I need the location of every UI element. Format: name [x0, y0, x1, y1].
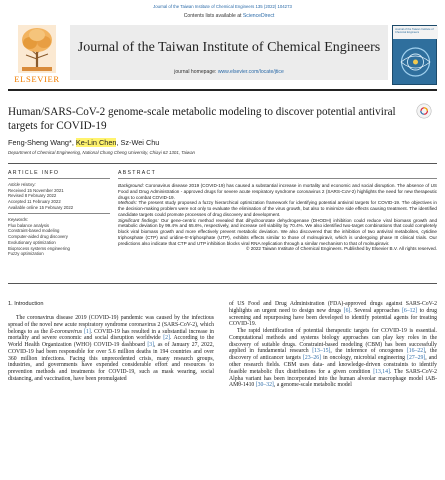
- contents-line: [70, 13, 388, 19]
- citation-link[interactable]: [30–32]: [255, 382, 274, 389]
- abstract-label: Significant findings:: [118, 217, 159, 223]
- history-item: Accepted 11 February 2022: [8, 199, 61, 205]
- text-run-italic: ß-coronavirus: [49, 328, 83, 335]
- text-run: , a genome-scale metabolic model: [273, 382, 352, 389]
- journal-title-box: [70, 25, 388, 80]
- abstract-text: Coronavirus disease 2019 (COVID-19) has caused a substantial increase in mortality and economic and social disruption. The absence of US Food and Drug Administration - approved drugs for severe acute respiratory syndrome coronavirus 2 (SARS-CoV-2) highlights the need for new therapeutic drugs to combat COVID-19.: [118, 183, 437, 200]
- author-separator: ,: [116, 138, 121, 147]
- text-run: . COVID-19 has resulted in a substantial increase in mortality and severe economic and social disruption worldwide: [8, 328, 215, 342]
- author-name[interactable]: Sz-Wei Chu: [120, 138, 160, 147]
- abstract-rule: [118, 178, 437, 179]
- citation-link[interactable]: [13–15]: [312, 348, 331, 355]
- text-run: to drug screening and repurposing have been developed to identify potential agents for treating COVID-19.: [229, 307, 438, 328]
- journal-homepage-link[interactable]: www.elsevier.com/locate/jtice: [217, 69, 284, 75]
- elsevier-tree-icon: [18, 25, 56, 73]
- article-info-rule: [8, 178, 110, 179]
- history-item: Revised 8 February 2022: [8, 193, 57, 199]
- history-item: Received 15 November 2021: [8, 187, 64, 193]
- author-name-highlighted[interactable]: Ke-Lin Chen: [75, 138, 117, 147]
- corresponding-author-mark[interactable]: *: [68, 138, 72, 147]
- keyword-item: Flux balance analysis: [8, 222, 50, 228]
- section-heading-introduction: 1. Introduction: [8, 301, 44, 307]
- keyword-list: [8, 217, 110, 257]
- abstract-text: Our gene-centric method revealed that dihydroorotate dehydrogenase (DHODH) inhibition could reduce viral biomass growth and metabolic deviation by 99.4% and 65.6%, respectively, and increase cell viability by 70.4%. We also identified two-target combinations that could completely block viral biomass growth and more effectively prevent metabolic deviation. We also discovered that the inhibition of two antiviral metabolites, cytidine triphosphate (CTP) and uridine-5'-triphosphate (UTP), exhibits effects similar to those of molnupiravir, which is undergoing phase III clinical trials. Our predictions also indicate that CTP and UTP inhibition blocks viral RNA replication through a similar mechanism to that of molnupiravir.: [118, 217, 438, 246]
- citation-link[interactable]: [3]: [147, 342, 154, 349]
- abstract-label: Methods:: [118, 200, 137, 206]
- text-run: , the inference of oncogenes: [330, 348, 407, 355]
- running-head: Journal of the Taiwan Institute of Chemical Engineers 135 (2022) 104273: [153, 4, 292, 9]
- abstract-text: The present study proposed a fuzzy hierarchical optimization framework for identifying potential antiviral targets for COVID-19. The objectives in the decision-making problem were not only to evaluate the elimination of the virus growth, but also to minimize side effects causing treatment. The identified candidate targets could promote processes of drug discovery and development.: [118, 200, 437, 217]
- abstract-body: [118, 183, 437, 252]
- abstract-findings: [118, 218, 437, 247]
- cover-art-icon: [397, 44, 434, 80]
- citation-link[interactable]: [1]: [84, 328, 91, 335]
- citation-link[interactable]: [16–22]: [406, 348, 425, 355]
- text-run: The rapid identification of potential therapeutic targets for COVID-19 is essential. Computational methods and systems biology approaches can play key roles in the discovery of suitable drugs. Constraint-based modeling (CBM) has been successfully applied in fundamental research: [229, 328, 437, 355]
- author-list: [8, 138, 159, 147]
- author-affiliation: Department of Chemical Engineering, National Chung Cheng University, Chiayi 62 1301, Taiwan: [8, 150, 195, 155]
- journal-title[interactable]: Journal of the Taiwan Institute of Chemical Engineers: [77, 40, 381, 55]
- abstract-background: [118, 183, 437, 200]
- text-run: , as of January 27, 2022, COVID-19 had been responsible for over 5.6 million deaths in 194 countries and over 360 million infections. Facing this unprecedented crisis, many research groups, industries, and governments have expended considerable effort and resources to prevention methods and treatments for COVID-19, such as mask wearing, social distancing, and vaccination, have been promulgated: [8, 342, 214, 383]
- keyword-item: Computer-aided drug discovery: [8, 234, 68, 240]
- author-separator: ,: [71, 138, 76, 147]
- elsevier-logo[interactable]: [8, 25, 66, 87]
- text-run: The coronavirus disease 2019 (COVID-19) pandemic was caused by the infectious spread of the novel new acute respiratory syndrome coronavirus 2 (SARS-CoV-2), which belongs to as the: [8, 315, 214, 335]
- journal-cover-thumbnail[interactable]: [392, 25, 437, 85]
- citation-link[interactable]: [6]: [343, 307, 351, 314]
- keyword-item: Fuzzy optimization: [8, 251, 44, 257]
- cover-band: [393, 26, 438, 39]
- check-for-updates-icon[interactable]: [416, 103, 432, 119]
- author-name[interactable]: Feng-Sheng Wang: [8, 138, 69, 147]
- journal-masthead: [8, 13, 437, 87]
- text-run: . The SARS-CoV-2 Alpha variant has been incorporated into the human alveolar macrophage model iAB-AMθ-1410: [229, 368, 437, 389]
- section-rule: [8, 283, 437, 284]
- keyword-item: Bioprocess systems engineering: [8, 245, 70, 251]
- body-column-right: [229, 301, 437, 389]
- keyword-item: Constraint-based modeling: [8, 228, 60, 234]
- text-run: . Several approaches: [350, 307, 402, 314]
- abstract-label: Background:: [118, 183, 144, 188]
- text-run: , the discovery of anticancer targets: [229, 348, 437, 362]
- body-paragraph: [229, 328, 437, 389]
- citation-link[interactable]: [27–29]: [407, 355, 426, 362]
- abstract-methods: [118, 200, 437, 217]
- article-title: Human/SARS-CoV-2 genome-scale metabolic modeling to discover potential antiviral targets for COVID-19: [8, 106, 396, 133]
- citation-link[interactable]: [23–26]: [302, 355, 322, 362]
- body-paragraph: [8, 315, 214, 383]
- keywords-label: Keywords:: [8, 217, 29, 222]
- article-info-heading: ARTICLE INFO: [8, 170, 60, 176]
- section-rule: [8, 163, 437, 164]
- article-history: [8, 182, 110, 211]
- text-run: in oncology, microbial engineering: [321, 355, 408, 362]
- text-run: of US Food and Drug Administration (FDA)-approved drugs against SARS-CoV-2 highlights an urgent need to design new drugs: [229, 301, 437, 314]
- homepage-prefix: journal homepage:: [174, 69, 218, 75]
- body-column-left: [8, 301, 214, 383]
- keywords-rule: [8, 213, 110, 214]
- citation-link[interactable]: [2]: [163, 335, 170, 342]
- cover-title-text: Journal of the Taiwan Institute of Chemical Engineers: [395, 28, 434, 34]
- citation-link[interactable]: [6–12]: [401, 307, 418, 314]
- text-run: . According to the World Health Organization (WHO) COVID-19 dashboard: [8, 335, 214, 349]
- history-label: Article History:: [8, 182, 36, 187]
- keyword-item: Evolutionary optimization: [8, 239, 56, 245]
- journal-homepage-line: [70, 69, 388, 75]
- masthead-rule: [8, 89, 437, 91]
- copyright-line: © 2022 Taiwan Institute of Chemical Engineers. Published by Elsevier B.V. All rights reserved.: [246, 246, 437, 252]
- history-item: Available online 15 February 2022: [8, 204, 74, 210]
- abstract-heading: ABSTRACT: [118, 170, 157, 176]
- text-run: , and other research fields. CBM uses data- and knowledge-driven constraints to identify feasible metabolic flux distributions for a given condition: [229, 355, 437, 375]
- sciencedirect-link[interactable]: ScienceDirect: [242, 13, 275, 19]
- body-paragraph: [229, 301, 437, 328]
- contents-prefix: Contents lists available at: [183, 13, 243, 19]
- citation-link[interactable]: [13,14]: [373, 368, 390, 375]
- elsevier-wordmark: ELSEVIER: [14, 74, 60, 84]
